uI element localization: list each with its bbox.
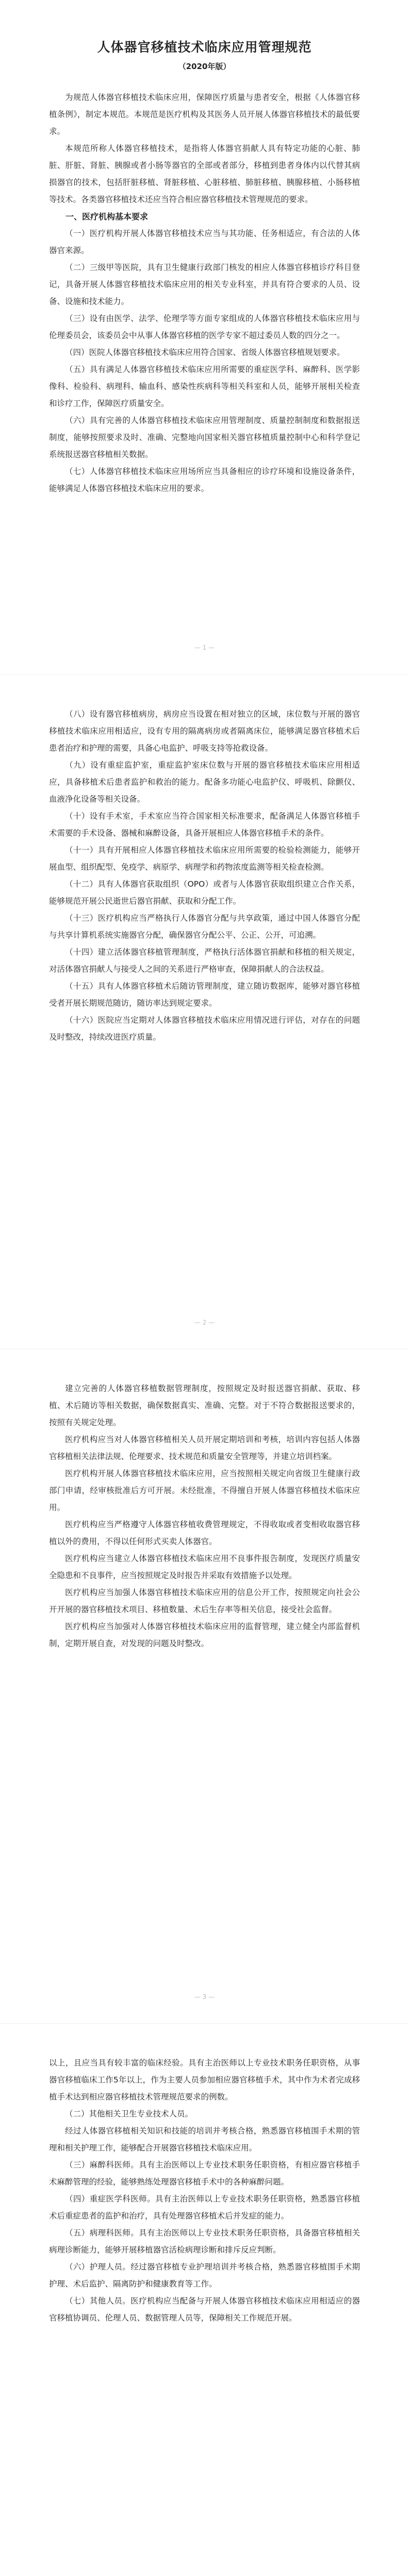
document-sheet-1 xyxy=(0,0,409,670)
paragraph: 为规范人体器官移植技术临床应用，保障医疗质量与患者安全，根据《人体器官移植条例》，制定本规范。本规范是医疗机构及其医务人员开展人体器官移植技术的最低要求。 xyxy=(49,93,360,136)
paragraph: （十六）医院应当定期对人体器官移植技术临床应用情况进行评估，对存在的问题及时整改，持续改进医疗质量。 xyxy=(49,1015,360,1042)
paragraph: （十二）具有人体器官获取组织（OPO）或者与人体器官获取组织建立合作关系，能够规范开展公民逝世后器官捐献、获取和分配工作。 xyxy=(49,879,360,906)
paragraph: （十一）具有开展相应人体器官移植技术临床应用所需要的检验检测能力，能够开展血型、组织配型、免疫学、病原学、病理学和药物浓度监测等相关检查检测。 xyxy=(49,845,360,872)
document-title: 人体器官移植技术临床应用管理规范 xyxy=(97,40,312,55)
paragraph: （七）人体器官移植技术临床应用场所应当具备相应的诊疗环境和设施设备条件，能够满足人体器官移植技术临床应用的要求。 xyxy=(49,467,360,493)
paragraph: 医疗机构应当建立人体器官移植技术临床应用不良事件报告制度，发现医疗质量安全隐患和不良事件，应当按照规定及时报告并采取有效措施予以处理。 xyxy=(49,1554,360,1580)
paragraph: （九）设有重症监护室，重症监护室床位数与开展的器官移植技术临床应用相适应，具备移植术后患者监护和救治的能力。配备多功能心电监护仪、呼吸机、除颤仪、血液净化设备等相关设备。 xyxy=(49,760,360,804)
paragraph: 本规范所称人体器官移植技术，是指将人体器官捐献人具有特定功能的心脏、肺脏、肝脏、肾脏、胰腺或者小肠等器官的全部或者部分，移植到患者身体内以代替其病损器官的技术，包括肝脏移植、肾脏移植、心脏移植、肺脏移植、胰腺移植、小肠移植等技术。各类器官移植技术还应当符合相应器官移植技术管理规范的要求。 xyxy=(49,144,360,204)
sheet-content-4 xyxy=(49,2055,360,2327)
paragraph: （八）设有器官移植病房，病房应当设置在相对独立的区域，床位数与开展的器官移植技术临床应用相适应，设有专用的隔离病房或者隔离床位，能够满足器官移植术后患者治疗和护理的需要，具备心电监护、呼吸支持等抢救设备。 xyxy=(49,709,360,753)
document-sheet-4 xyxy=(0,2023,409,2576)
paragraph: （四）医院人体器官移植技术临床应用符合国家、省级人体器官移植规划要求。 xyxy=(65,348,345,357)
paragraph: 医疗机构开展人体器官移植技术临床应用，应当按照相关规定向省级卫生健康行政部门申请，经审核批准后方可开展。未经批准，不得擅自开展人体器官移植技术临床应用。 xyxy=(49,1469,360,1512)
section-heading: 一、医疗机构基本要求 xyxy=(66,212,149,222)
paragraph: （十五）具有人体器官移植术后随访管理制度，建立随访数据库，能够对器官移植受者开展长期规范随访，随访率达到规定要求。 xyxy=(49,981,360,1008)
paragraph: （三）麻醉科医师。具有主治医师以上专业技术职务任职资格，有相应器官移植手术麻醉管理的经验，能够熟练处理器官移植手术中的各种麻醉问题。 xyxy=(49,2160,360,2187)
paragraph: （二）三级甲等医院，具有卫生健康行政部门核发的相应人体器官移植诊疗科目登记，具备开展人体器官移植技术临床应用的相关专业科室，并具有符合要求的人员、设备、设施和技术能力。 xyxy=(49,263,360,306)
page-number: — 2 — xyxy=(194,1319,215,1326)
paragraph: 经过人体器官移植相关知识和技能的培训并考核合格，熟悉器官移植围手术期的管理和相关护理工作，能够配合开展器官移植技术临床应用。 xyxy=(49,2126,360,2153)
document-sheet-3 xyxy=(0,1349,409,2019)
sheet-content-1 xyxy=(49,31,360,497)
paragraph: （七）其他人员。医疗机构应当配备与开展人体器官移植技术临床应用相适应的器官移植协调员、伦理人员、数据管理人员等，保障相关工作规范开展。 xyxy=(49,2296,360,2323)
paragraph: （六）具有完善的人体器官移植技术临床应用管理制度、质量控制制度和数据报送制度，能够按照要求及时、准确、完整地向国家相关器官移植质量控制中心和科学登记系统报送器官移植相关数据。 xyxy=(49,416,360,459)
paragraph: （六）护理人员。经过器官移植专业护理培训并考核合格，熟悉器官移植围手术期护理、术后监护、隔离防护和健康教育等工作。 xyxy=(49,2262,360,2289)
paragraph: 建立完善的人体器官移植数据管理制度，按照规定及时报送器官捐献、获取、移植、术后随访等相关数据，确保数据真实、准确、完整。对于不符合数据报送要求的，按照有关规定处理。 xyxy=(49,1384,360,1427)
paragraph: （十）设有手术室，手术室应当符合国家相关标准要求，配备满足人体器官移植手术需要的手术设备、器械和麻醉设备，具备开展相应人体器官移植手术的条件。 xyxy=(49,811,360,838)
paragraph: （一）医疗机构开展人体器官移植技术应当与其功能、任务相适应，有合法的人体器官来源。 xyxy=(49,229,360,255)
paragraph: 以上，且应当具有较丰富的临床经验。具有主治医师以上专业技术职务任职资格，从事器官移植临床工作5年以上，作为主要人员参加相应器官移植手术，其中作为术者完成移植手术达到相应器官移植技术管理规范要求的例数。 xyxy=(49,2058,360,2102)
paragraph: （五）具有满足人体器官移植技术临床应用所需要的重症医学科、麻醉科、医学影像科、检验科、病理科、输血科、感染性疾病科等相关科室和人员，能够开展相关检查和诊疗工作，保障医疗质量安全。 xyxy=(49,365,360,408)
page-number: — 1 — xyxy=(194,644,215,651)
document-subtitle: （2020年版） xyxy=(178,62,231,71)
paragraph: （二）其他相关卫生专业技术人员。 xyxy=(65,2109,193,2119)
paragraph: 医疗机构应当加强人体器官移植技术临床应用的信息公开工作，按照规定向社会公开开展的器官移植技术项目、移植数量、术后生存率等相关信息，接受社会监督。 xyxy=(49,1588,360,1614)
sheet-content-3 xyxy=(49,1380,360,1652)
paragraph: （五）病理科医师。具有主治医师以上专业技术职务任职资格，具备器官移植相关病理诊断能力，能够开展移植器官活检病理诊断和排斥反应判断。 xyxy=(49,2228,360,2255)
paragraph: （三）设有由医学、法学、伦理学等方面专家组成的人体器官移植技术临床应用与伦理委员会，该委员会中从事人体器官移植的医学专家不超过委员人数的四分之一。 xyxy=(49,314,360,340)
paragraph: 医疗机构应当严格遵守人体器官移植收费管理规定，不得收取或者变相收取器官移植以外的费用，不得以任何形式买卖人体器官。 xyxy=(49,1520,360,1546)
page-number: — 3 — xyxy=(194,1993,215,2001)
paragraph: （十三）医疗机构应当严格执行人体器官分配与共享政策，通过中国人体器官分配与共享计算机系统实施器官分配，确保器官分配公平、公正、公开，可追溯。 xyxy=(49,913,360,940)
paragraph: 医疗机构应当加强对人体器官移植技术临床应用的监督管理，建立健全内部监督机制，定期开展自查，对发现的问题及时整改。 xyxy=(49,1622,360,1648)
document-sheet-2 xyxy=(0,674,409,1345)
paragraph: （四）重症医学科医师。具有主治医师以上专业技术职务任职资格，熟悉器官移植术后重症患者的监护和治疗，具有处理器官移植术后并发症的能力。 xyxy=(49,2194,360,2221)
paragraph: 医疗机构应当对人体器官移植相关人员开展定期培训和考核，培训内容包括人体器官移植相关法律法规、伦理要求、技术规范和质量安全管理等，并建立培训档案。 xyxy=(49,1435,360,1461)
paragraph: （十四）建立活体器官移植管理制度，严格执行活体器官捐献和移植的相关规定，对活体器官捐献人与接受人之间的关系进行严格审查，保障捐献人的合法权益。 xyxy=(49,947,360,974)
sheet-content-2 xyxy=(49,706,360,1046)
